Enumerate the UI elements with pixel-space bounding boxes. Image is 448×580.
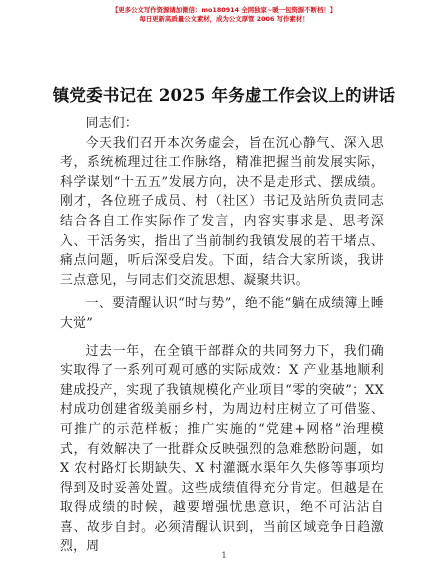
body-paragraph-1: 过去一年，在全镇干部群众的共同努力下，我们确实取得了一系列可观可感的实际成效：X 产业基地顺利建成投产，实现了我镇规模化产业项目“零的突破”；XX 村成功创建省级美丽乡村，为周边村庄树立了可借鉴、可推广的示范样板；推广实施的“党建+网格”治理模式，有效解决了一批群众反映强烈的急难愁盼问题，如 X 农村路灯长期缺失、X 村灌溉水渠年久失修等事项均得到及时妥善处置。这些成绩值得充分肯定。但越是在取得成绩的时候，越要增强忧患意识，绝不可沾沾自喜、故步自封。必须清醒认识到，当前区域竞争日趋激烈，周: [60, 343, 384, 555]
salutation: 同志们：: [85, 116, 138, 131]
promo-banner: [0, 6, 448, 24]
body-paragraph-intro: 今天我们召开本次务虚会，旨在沉心静气、深入思考，系统梳理过往工作脉络，精准把握当前发展实际，科学谋划“十五五”发展方向，决不是走形式、摆成绩。刚才，各位班子成员、村（社区）书记及站所负责同志结合各自工作实际作了发言，内容实事求是、思考深入、干活务实，指出了当前制约我镇发展的若干堵点、痛点问题，听后深受启发。下面，结合大家所谈，我讲三点意见，与同志们交流思想、凝聚共识。: [60, 135, 384, 288]
section-heading-1: 一、要清醒认识“时与势”，绝不能“躺在成绩簿上睡大觉”: [60, 296, 384, 331]
document-body: [60, 114, 384, 557]
document-title: 镇党委书记在 2025 年务虚工作会议上的讲话: [52, 86, 396, 105]
promo-banner-line-2: 每日更新高质量公文素材，成为公文厚管 2006 写作素材！: [139, 15, 309, 23]
promo-banner-line-1: 【更多公文写作资源请加微信：mo180914 全网独家~暖一包资源不断档！】: [111, 6, 337, 14]
page-number: 1: [221, 551, 227, 560]
